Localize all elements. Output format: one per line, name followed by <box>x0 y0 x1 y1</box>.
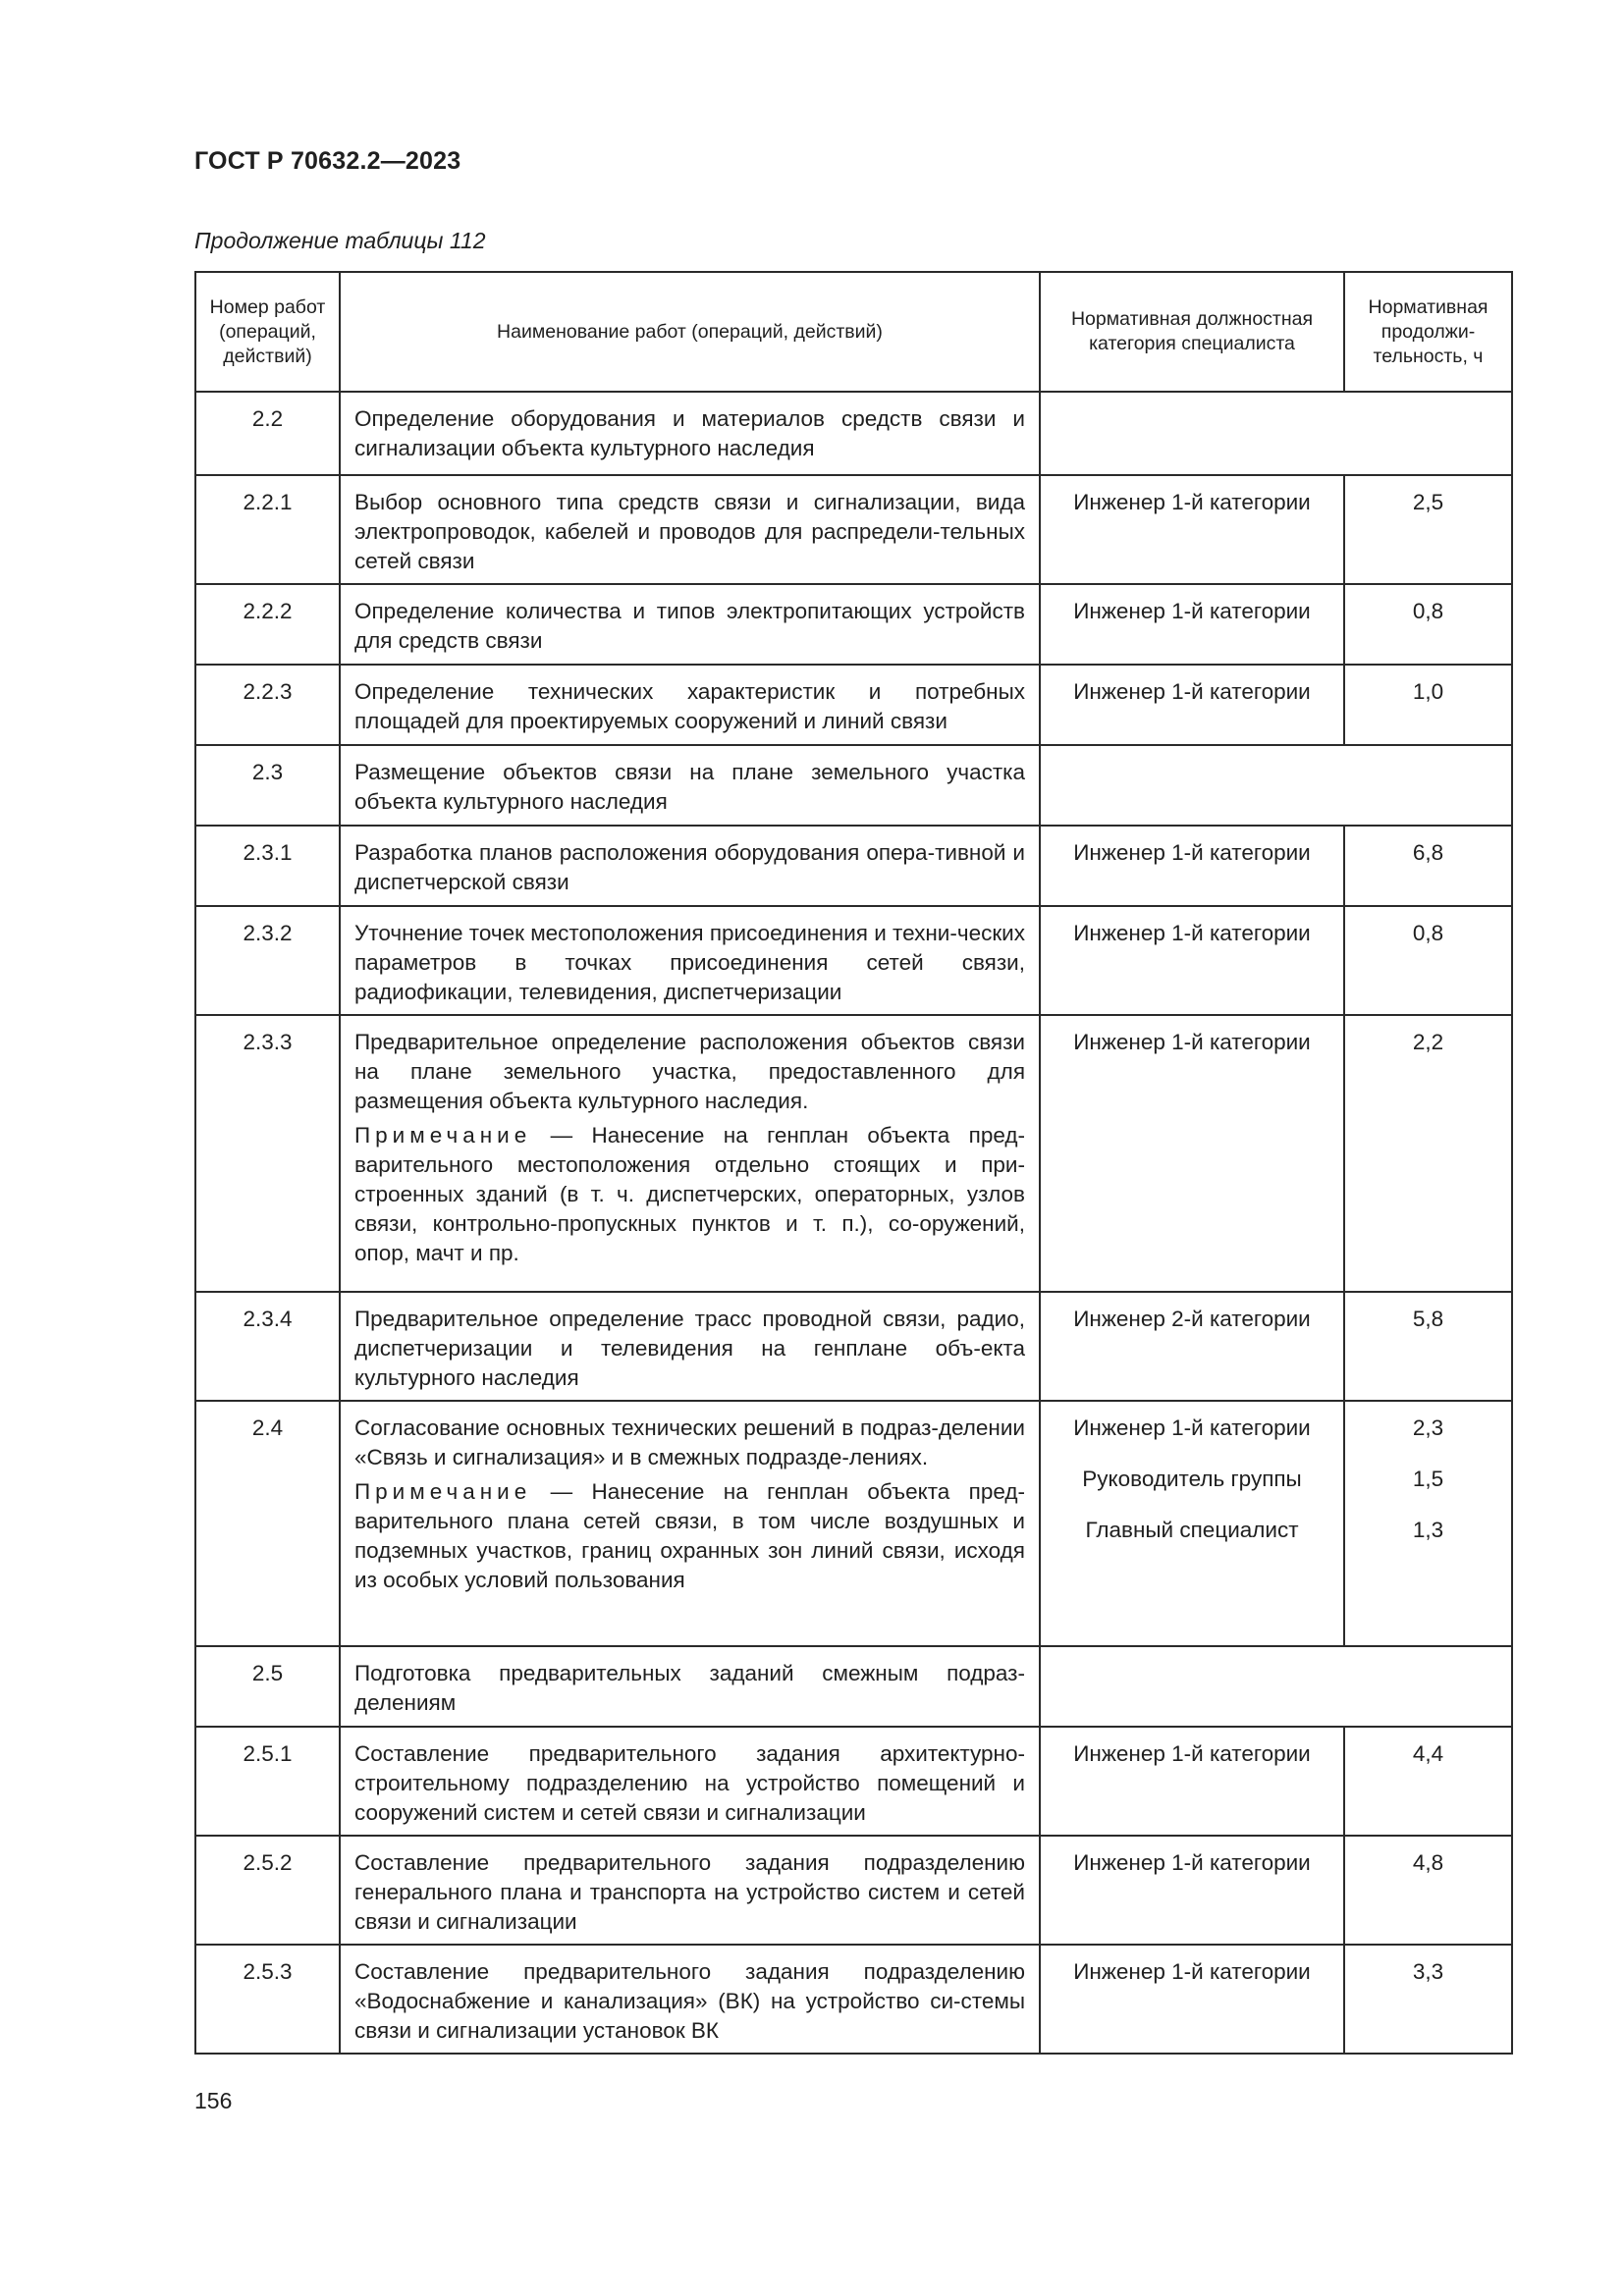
row-number: 2.2 <box>195 392 340 475</box>
row-duration: 4,4 <box>1344 1727 1512 1836</box>
table-row <box>195 1945 1512 2054</box>
row-duration: 1,3 <box>1412 1518 1444 1542</box>
row-duration: 4,8 <box>1344 1836 1512 1945</box>
table-row <box>195 1292 1512 1401</box>
row-category: Инженер 1-й категории <box>1073 1415 1311 1440</box>
row-category: Инженер 1-й категории <box>1040 475 1344 584</box>
row-name: Подготовка предварительных заданий смежным подраз-делениям <box>340 1646 1040 1727</box>
row-name: Предварительное определение расположения объектов связи на плане земельного участка, предоставленного для размещения объекта культурного наследия. Примечание — Нанесение на генплан объекта пред-варительного местоположения отдельно стоящих и при-строенных зданий (в т. ч. диспетчерских, операторных, узлов связи, контрольно-пропускных пунктов и т. п.), со-оружений, опор, мачт и пр. <box>340 1015 1040 1292</box>
table-row <box>195 906 1512 1015</box>
table-caption: Продолжение таблицы 112 <box>194 228 486 253</box>
row-category: Инженер 2-й категории <box>1040 1292 1344 1401</box>
row-number: 2.3.2 <box>195 906 340 1015</box>
row-category: Инженер 1-й категории <box>1040 1727 1344 1836</box>
row-name: Согласование основных технических решений в подраз-делении «Связь и сигнализация» и в смежных подразде-лениях. Примечание — Нанесение на генплан объекта пред-варительного плана сетей связи, в том числе воздушных и подземных участков, границ охранных зон линий связи, исходя из особых условий пользования <box>340 1401 1040 1646</box>
row-duration: 2,2 <box>1344 1015 1512 1292</box>
row-name: Размещение объектов связи на плане земельного участка объекта культурного наследия <box>340 745 1040 826</box>
row-name: Разработка планов расположения оборудования опера-тивной и диспетчерской связи <box>340 826 1040 906</box>
row-category: Главный специалист <box>1085 1518 1299 1542</box>
row-duration: 2,5 <box>1344 475 1512 584</box>
column-header-num: Номер работ (операций, действий) <box>195 272 340 392</box>
row-number: 2.5.3 <box>195 1945 340 2054</box>
row-category: Инженер 1-й категории <box>1040 1015 1344 1292</box>
table-row <box>195 665 1512 745</box>
row-categories <box>1040 1401 1344 1646</box>
row-duration: 3,3 <box>1344 1945 1512 2054</box>
table-row <box>195 1401 1512 1646</box>
row-number: 2.2.2 <box>195 584 340 665</box>
row-name: Составление предварительного задания подразделению «Водоснабжение и канализация» (ВК) на устройство си-стемы связи и сигнализации установок ВК <box>340 1945 1040 2054</box>
row-number: 2.3.1 <box>195 826 340 906</box>
row-durations <box>1344 1401 1512 1646</box>
row-number: 2.2.3 <box>195 665 340 745</box>
row-category: Инженер 1-й категории <box>1040 906 1344 1015</box>
row-name: Уточнение точек местоположения присоединения и техни-ческих параметров в точках присоединения сетей связи, радиофикации, телевидения, диспетчеризации <box>340 906 1040 1015</box>
document-code: ГОСТ Р 70632.2—2023 <box>194 147 461 175</box>
row-name: Определение количества и типов электропитающих устройств для средств связи <box>340 584 1040 665</box>
row-category: Инженер 1-й категории <box>1040 665 1344 745</box>
row-name: Предварительное определение трасс проводной связи, радио, диспетчеризации и телевидения на генплане объ-екта культурного наследия <box>340 1292 1040 1401</box>
column-header-duration: Нормативная продолжи-тельность, ч <box>1344 272 1512 392</box>
row-number: 2.3 <box>195 745 340 826</box>
empty-cell <box>1040 745 1512 826</box>
row-duration: 1,5 <box>1412 1467 1444 1491</box>
table-row <box>195 584 1512 665</box>
table-row <box>195 1836 1512 1945</box>
table-row <box>195 475 1512 584</box>
note-text: — Нанесение на генплан объекта пред-варительного плана сетей связи, в том числе воздушных и подземных участков, границ охранных зон линий связи, исходя из особых условий пользования <box>354 1479 1025 1592</box>
note-label: Примечание <box>354 1479 532 1504</box>
page-number: 156 <box>194 2088 233 2113</box>
column-header-category: Нормативная должностная категория специалиста <box>1040 272 1344 392</box>
row-number: 2.4 <box>195 1401 340 1646</box>
row-number: 2.3.3 <box>195 1015 340 1292</box>
row-duration: 5,8 <box>1344 1292 1512 1401</box>
row-name: Определение оборудования и материалов средств связи и сигнализации объекта культурного наследия <box>340 392 1040 475</box>
note-text: — Нанесение на генплан объекта пред-варительного местоположения отдельно стоящих и при-строенных зданий (в т. ч. диспетчерских, операторных, узлов связи, контрольно-пропускных пунктов и т. п.), со-оружений, опор, мачт и пр. <box>354 1123 1025 1265</box>
row-number: 2.5.1 <box>195 1727 340 1836</box>
row-number: 2.5 <box>195 1646 340 1727</box>
row-category: Руководитель группы <box>1082 1467 1302 1491</box>
row-name: Определение технических характеристик и потребных площадей для проектируемых сооружений и линий связи <box>340 665 1040 745</box>
note-label: Примечание <box>354 1123 532 1148</box>
work-norms-table <box>194 271 1513 2055</box>
row-number: 2.3.4 <box>195 1292 340 1401</box>
row-duration: 0,8 <box>1344 906 1512 1015</box>
column-header-name: Наименование работ (операций, действий) <box>340 272 1040 392</box>
row-category: Инженер 1-й категории <box>1040 826 1344 906</box>
row-category: Инженер 1-й категории <box>1040 1836 1344 1945</box>
table-row <box>195 1015 1512 1292</box>
row-number: 2.2.1 <box>195 475 340 584</box>
row-number: 2.5.2 <box>195 1836 340 1945</box>
empty-cell <box>1040 392 1512 475</box>
table-row <box>195 1727 1512 1836</box>
row-name: Составление предварительного задания подразделению генерального плана и транспорта на устройство систем и сетей связи и сигнализации <box>340 1836 1040 1945</box>
table-row <box>195 1646 1512 1727</box>
row-duration: 0,8 <box>1344 584 1512 665</box>
row-duration: 2,3 <box>1412 1415 1444 1440</box>
row-name: Составление предварительного задания архитектурно-строительному подразделению на устройство помещений и сооружений систем и сетей связи и сигнализации <box>340 1727 1040 1836</box>
empty-cell <box>1040 1646 1512 1727</box>
table-row <box>195 745 1512 826</box>
row-duration: 6,8 <box>1344 826 1512 906</box>
table-header-row <box>195 272 1512 392</box>
table-row <box>195 826 1512 906</box>
row-category: Инженер 1-й категории <box>1040 1945 1344 2054</box>
row-duration: 1,0 <box>1344 665 1512 745</box>
table-row <box>195 392 1512 475</box>
row-category: Инженер 1-й категории <box>1040 584 1344 665</box>
row-name: Выбор основного типа средств связи и сигнализации, вида электропроводок, кабелей и проводов для распредели-тельных сетей связи <box>340 475 1040 584</box>
